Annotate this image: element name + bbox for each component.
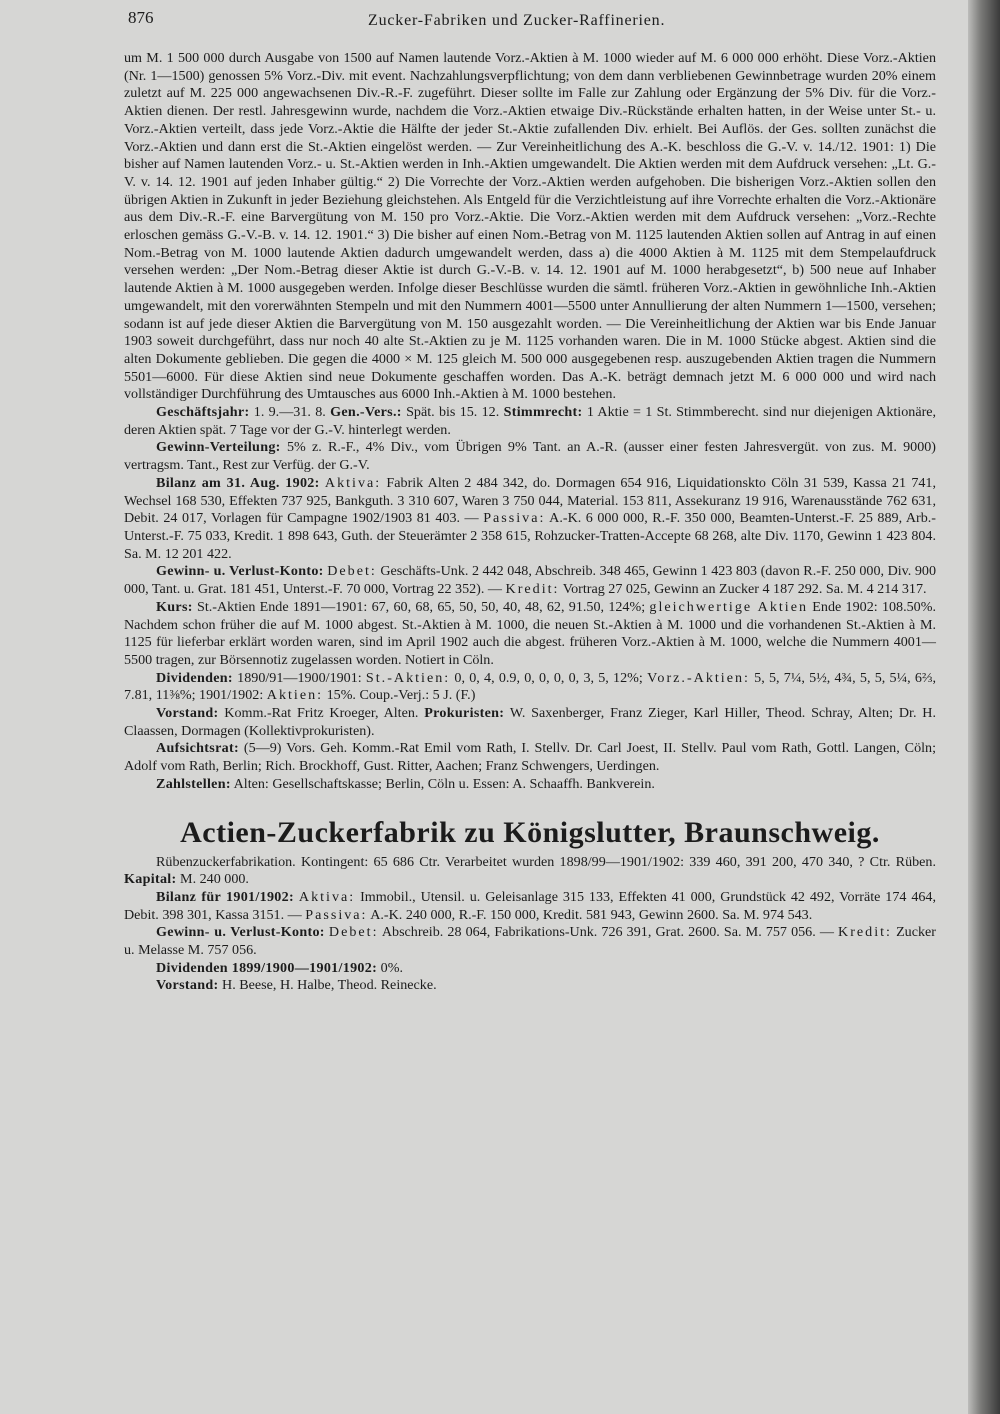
gewinn-verteilung-text: 5% z. R.-F., 4% Div., vom Übrigen 9% Tant. an A.-R. (ausser einer festen Jahresvergüt. von zus. M. 9000) vertragsm. Tant., Rest zur Verfüg. der G.-V. — [124, 439, 936, 474]
company-bilanz-aktiva-text: Immobil., Utensil. u. Geleisanlage 315 133, Effekten 41 000, Grundstück 42 492, Vorräte 174 464, Debit. 398 301, Kassa 3151. — — [124, 888, 936, 923]
bilanz-label: Bilanz am 31. Aug. 1902: — [156, 474, 320, 491]
company-vorstand-paragraph — [124, 977, 936, 995]
dividenden-label: Dividenden: — [156, 669, 233, 686]
gleichwertige-aktien-label: gleichwertige Aktien — [649, 598, 808, 615]
geschaeftsjahr-text: 1. 9.—31. 8. — [253, 404, 326, 421]
company-vorstand-text: H. Beese, H. Halbe, Theod. Reinecke. — [222, 977, 437, 994]
kapital-text: M. 240 000. — [180, 871, 249, 888]
passiva-label: Passiva: — [483, 510, 546, 527]
company-passiva-label: Passiva: — [305, 906, 368, 923]
capital-history-paragraph: um M. 1 500 000 durch Ausgabe von 1500 auf Namen lautende Vorz.-Aktien à M. 1000 wieder auf M. 6 000 000 erhöht. Diese Vorz.-Aktien (Nr. 1—1500) genossen 5% Vorz.-Div. mit event. Nachzahlungsverpflichtung; von dem dann verbliebenen Gewinnbetrage wurden 20% einem zuletzt auf M. 225 000 angewachsenen Div.-R.-F. zugeführt. Dieser sollte im Falle zur Zahlung oder Ergänzung der 5% Div. für die Vorz.-Aktien dienen. Der restl. Jahresgewinn wurde, nachdem die Vorz.-Aktien etwaige Div.-Rückstände erhalten hatten, in der Weise unter St.- u. Vorz.-Aktien verteilt, dass jede Vorz.-Aktie die Hälfte der jeder St.-Aktie zufallenden Div. erhielt. Bei Auflös. der Ges. sollten zunächst die Vorz.-Aktien und dann erst die St.-Aktien eingelöst werden. — Zur Vereinheitlichung des A.-K. beschloss die G.-V. v. 14./12. 1901: 1) Die bisher auf Namen lautenden Vorz.- u. St.-Aktien werden in Inh.-Aktien umgewandelt. Die Aktien werden mit dem Aufdruck versehen: „Lt. G.-V. v. 14. 12. 1901 auf jeden Inhaber gültig.“ 2) Die Vorrechte der Vorz.-Aktien werden aufgehoben. Die bisherigen Vorz.-Aktien sollen den übrigen Aktien in Zukunft in jeder Beziehung gleichstehen. Als Entgeld für die Verzichtleistung auf ihre Vorrechte erhalten die Vorz.-Aktionäre aus dem Div.-R.-F. eine Barvergütung von M. 150 pro Vorz.-Aktie. Die Vorz.-Aktien werden mit dem Aufdruck versehen: „Vorz.-Rechte erloschen gemäss G.-V.-B. v. 14. 12. 1901.“ 3) Die bisher auf einen Nom.-Betrag von M. 1125 lautenden Aktien sollen auf Antrag in auf einen Nom.-Betrag von M. 1000 lautende Aktien dadurch umgewandelt werden, dass a) die 4000 Aktien à M. 1125 mit dem Stempelaufdruck versehen werden: „Der Nom.-Betrag dieser Aktie ist durch G.-V.-B. v. 14. 12. 1901 auf M. 1000 herabgesetzt“, b) 500 neue auf Inhaber lautende Aktien à M. 1000 ausgegeben werden. Infolge dieser Beschlüsse wurden die sämtl. früheren Vorz.-Aktien in gewöhnliche Inh.-Aktien umgewandelt, mit den vorerwähnten Stempeln und mit den Nummern 4001—5500 unter Annullierung der alten Nummern 1—1500, versehen; sodann ist auf jede dieser Aktien die Barvergütung von M. 150 ausgezahlt worden. — Die Vereinheitlichung der Aktien war bis Ende Januar 1903 soweit durchgeführt, dass nur noch 40 alte St.-Aktien zu je M. 1125 vorhanden waren. Die in M. 1000 Stücke abgest. Aktien sind die alten Dokumente geblieben. Die gegen die 4000 × M. 125 gleich M. 500 000 ausgegebenen resp. auszugebenden Aktien tragen die Nummern 5501—6000. Für diese Aktien sind neue Dokumente geschaffen worden. Das A.-K. beträgt demnach jetzt M. 6 000 000 und wird nach vollständiger Durchführung des Umtausches aus 6000 Inh.-Aktien à M. 1000 bestehen. — [124, 50, 936, 403]
zahlstellen-paragraph — [124, 776, 936, 794]
company-bilanz-passiva-text: A.-K. 240 000, R.-F. 150 000, Kredit. 581 943, Gewinn 2600. Sa. M. 974 543. — [370, 906, 813, 923]
company-dividenden-paragraph — [124, 960, 936, 978]
aufsichtsrat-label: Aufsichtsrat: — [156, 740, 239, 757]
dividenden-text-4: 15%. Coup.-Verj.: 5 J. (F.) — [326, 687, 476, 704]
company-dividenden-text: 0%. — [380, 959, 403, 976]
dividenden-paragraph — [124, 670, 936, 705]
dividenden-text-1: 1890/91—1900/1901: — [237, 669, 362, 686]
page-content — [124, 50, 936, 995]
company-guv-label: Gewinn- u. Verlust-Konto: — [156, 924, 325, 941]
gewinn-verteilung-label: Gewinn-Verteilung: — [156, 439, 281, 456]
kurs-label: Kurs: — [156, 598, 193, 615]
meeting-info-paragraph — [124, 404, 936, 439]
dividenden-text-2: 0, 0, 4, 0.9, 0, 0, 0, 0, 3, 5, 12%; — [454, 669, 643, 686]
vorz-aktien-label: Vorz.-Aktien: — [647, 669, 750, 686]
debet-label: Debet: — [327, 563, 377, 580]
company-intro-text: Rübenzuckerfabrikation. Kontingent: 65 686 Ctr. Verarbeitet wurden 1898/99—1901/1902: 339 460, 391 200, 470 340, ? Ctr. Rüben. — [156, 853, 936, 870]
guv-paragraph — [124, 563, 936, 598]
kurs-text-2: Ende 1902: 108.50%. Nachdem schon früher die auf M. 1000 abgest. St.-Aktien à M. 1000, die neuen St.-Aktien à M. 1000 und die vorhandenen St.-Aktien à M. 1125 für lieferbar erklärt worden waren, sind im April 1902 auch die abgest. früheren Vorz.-Aktien à M. 1000, welche die Nummern 4001—5500 tragen, zur Börsennotiz zugelassen worden. Notiert in Cöln. — [124, 598, 936, 668]
company-title: Actien-Zuckerfabrik zu Königslutter, Braunschweig. — [180, 815, 880, 849]
prokuristen-text: W. Saxenberger, Franz Zieger, Karl Hiller, Theod. Schray, Alten; Dr. H. Claassen, Dormagen (Kollektivprokuristen). — [124, 705, 936, 739]
company-guv-debet-text: Abschreib. 28 064, Fabrikations-Unk. 726 391, Grat. 2600. Sa. M. 757 056. — — [381, 924, 834, 941]
dividenden-text-3: 5, 5, 7¼, 5½, 4¾, 5, 5, 5¼, 6⅔, 7.81, 11⅜%; 1901/1902: — [124, 669, 937, 704]
bilanz-passiva-text: A.-K. 6 000 000, R.-F. 350 000, Beamten-Unterst.-F. 25 889, Arb.-Unterst.-F. 75 033, Kredit. 1 898 643, Guth. der Steuerämter 2 358 615, Rohzucker-Tratten-Accepte 68 268, alte Div. 1170, Gewinn 1 423 804. Sa. M. 12 201 422. — [124, 510, 936, 562]
aufsichtsrat-text: (5—9) Vors. Geh. Komm.-Rat Emil vom Rath, I. Stellv. Dr. Carl Joest, II. Stellv. Paul vom Rath, Gottl. Langen, Cöln; Adolf vom Rath, Berlin; Rich. Brockhoff, Gust. Ritter, Aachen; Franz Schwengers, Uerdingen. — [124, 740, 936, 775]
kapital-label: Kapital: — [124, 871, 177, 888]
binding-edge-shadow — [968, 0, 1000, 1414]
company-guv-paragraph — [124, 924, 936, 959]
genvers-label: Gen.-Vers.: — [330, 404, 402, 421]
guv-label: Gewinn- u. Verlust-Konto: — [156, 563, 324, 580]
stimmrecht-label: Stimmrecht: — [503, 404, 583, 421]
vorstand-text: Komm.-Rat Fritz Kroeger, Alten. — [224, 705, 419, 722]
running-title: Zucker-Fabriken und Zucker-Raffinerien. — [368, 12, 666, 29]
vorstand-paragraph — [124, 705, 936, 740]
zahlstellen-label: Zahlstellen: — [156, 775, 231, 792]
zahlstellen-text: Alten: Gesellschaftskasse; Berlin, Cöln u. Essen: A. Schaaffh. Bankverein. — [233, 775, 655, 792]
vorstand-label: Vorstand: — [156, 705, 219, 722]
page-number: 876 — [128, 8, 154, 27]
company-dividenden-label: Dividenden 1899/1900—1901/1902: — [156, 959, 378, 976]
company-vorstand-label: Vorstand: — [156, 977, 219, 994]
st-aktien-label: St.-Aktien: — [365, 669, 451, 686]
geschaeftsjahr-label: Geschäftsjahr: — [156, 404, 250, 421]
genvers-text: Spät. bis 15. 12. — [406, 404, 500, 421]
aktiva-label: Aktiva: — [324, 474, 382, 491]
company-kredit-label: Kredit: — [838, 924, 892, 941]
bilanz-aktiva-text: Fabrik Alten 2 484 342, do. Dormagen 654 916, Liquidationskto Cöln 31 539, Kassa 21 741, Wechsel 168 530, Effekten 737 925, Bankguth. 3 310 607, Waren 3 750 044, Material. 153 811, Assekuranz 19 916, Warenausstände 762 631, Debit. 24 017, Vorlagen für Campagne 1902/1903 81 403. — — [124, 474, 936, 527]
kurs-paragraph — [124, 599, 936, 670]
company-intro-paragraph — [124, 854, 936, 889]
company-debet-label: Debet: — [328, 924, 379, 941]
guv-debet-text: Geschäfts-Unk. 2 442 048, Abschreib. 348 465, Gewinn 1 423 803 (davon R.-F. 250 000, Div. 900 000, Tant. u. Grat. 181 451, Unterst.-F. 70 000, Vortrag 22 352). — — [124, 563, 936, 598]
stimmrecht-text: 1 Aktie = 1 St. Stimmberecht. sind nur diejenigen Aktionäre, deren Aktien spät. 7 Tage vor der G.-V. hinterlegt werden. — [124, 404, 937, 438]
kurs-text-1: St.-Aktien Ende 1891—1901: 67, 60, 68, 65, 50, 50, 40, 48, 62, 91.50, 124%; — [197, 598, 646, 615]
company-bilanz-label: Bilanz für 1901/1902: — [156, 888, 294, 905]
gewinn-verteilung-paragraph — [124, 439, 936, 474]
company-guv-kredit-text: Zucker u. Melasse M. 757 056. — [124, 924, 936, 959]
prokuristen-label: Prokuristen: — [424, 705, 505, 722]
company-aktiva-label: Aktiva: — [298, 888, 356, 905]
aufsichtsrat-paragraph — [124, 740, 936, 775]
guv-kredit-text: Vortrag 27 025, Gewinn an Zucker 4 187 292. Sa. M. 4 214 317. — [562, 581, 927, 598]
aktien-label: Aktien: — [266, 687, 324, 704]
company-bilanz-paragraph — [124, 889, 936, 924]
bilanz-paragraph — [124, 475, 936, 564]
page-header — [128, 6, 928, 36]
kredit-label: Kredit: — [505, 581, 560, 598]
